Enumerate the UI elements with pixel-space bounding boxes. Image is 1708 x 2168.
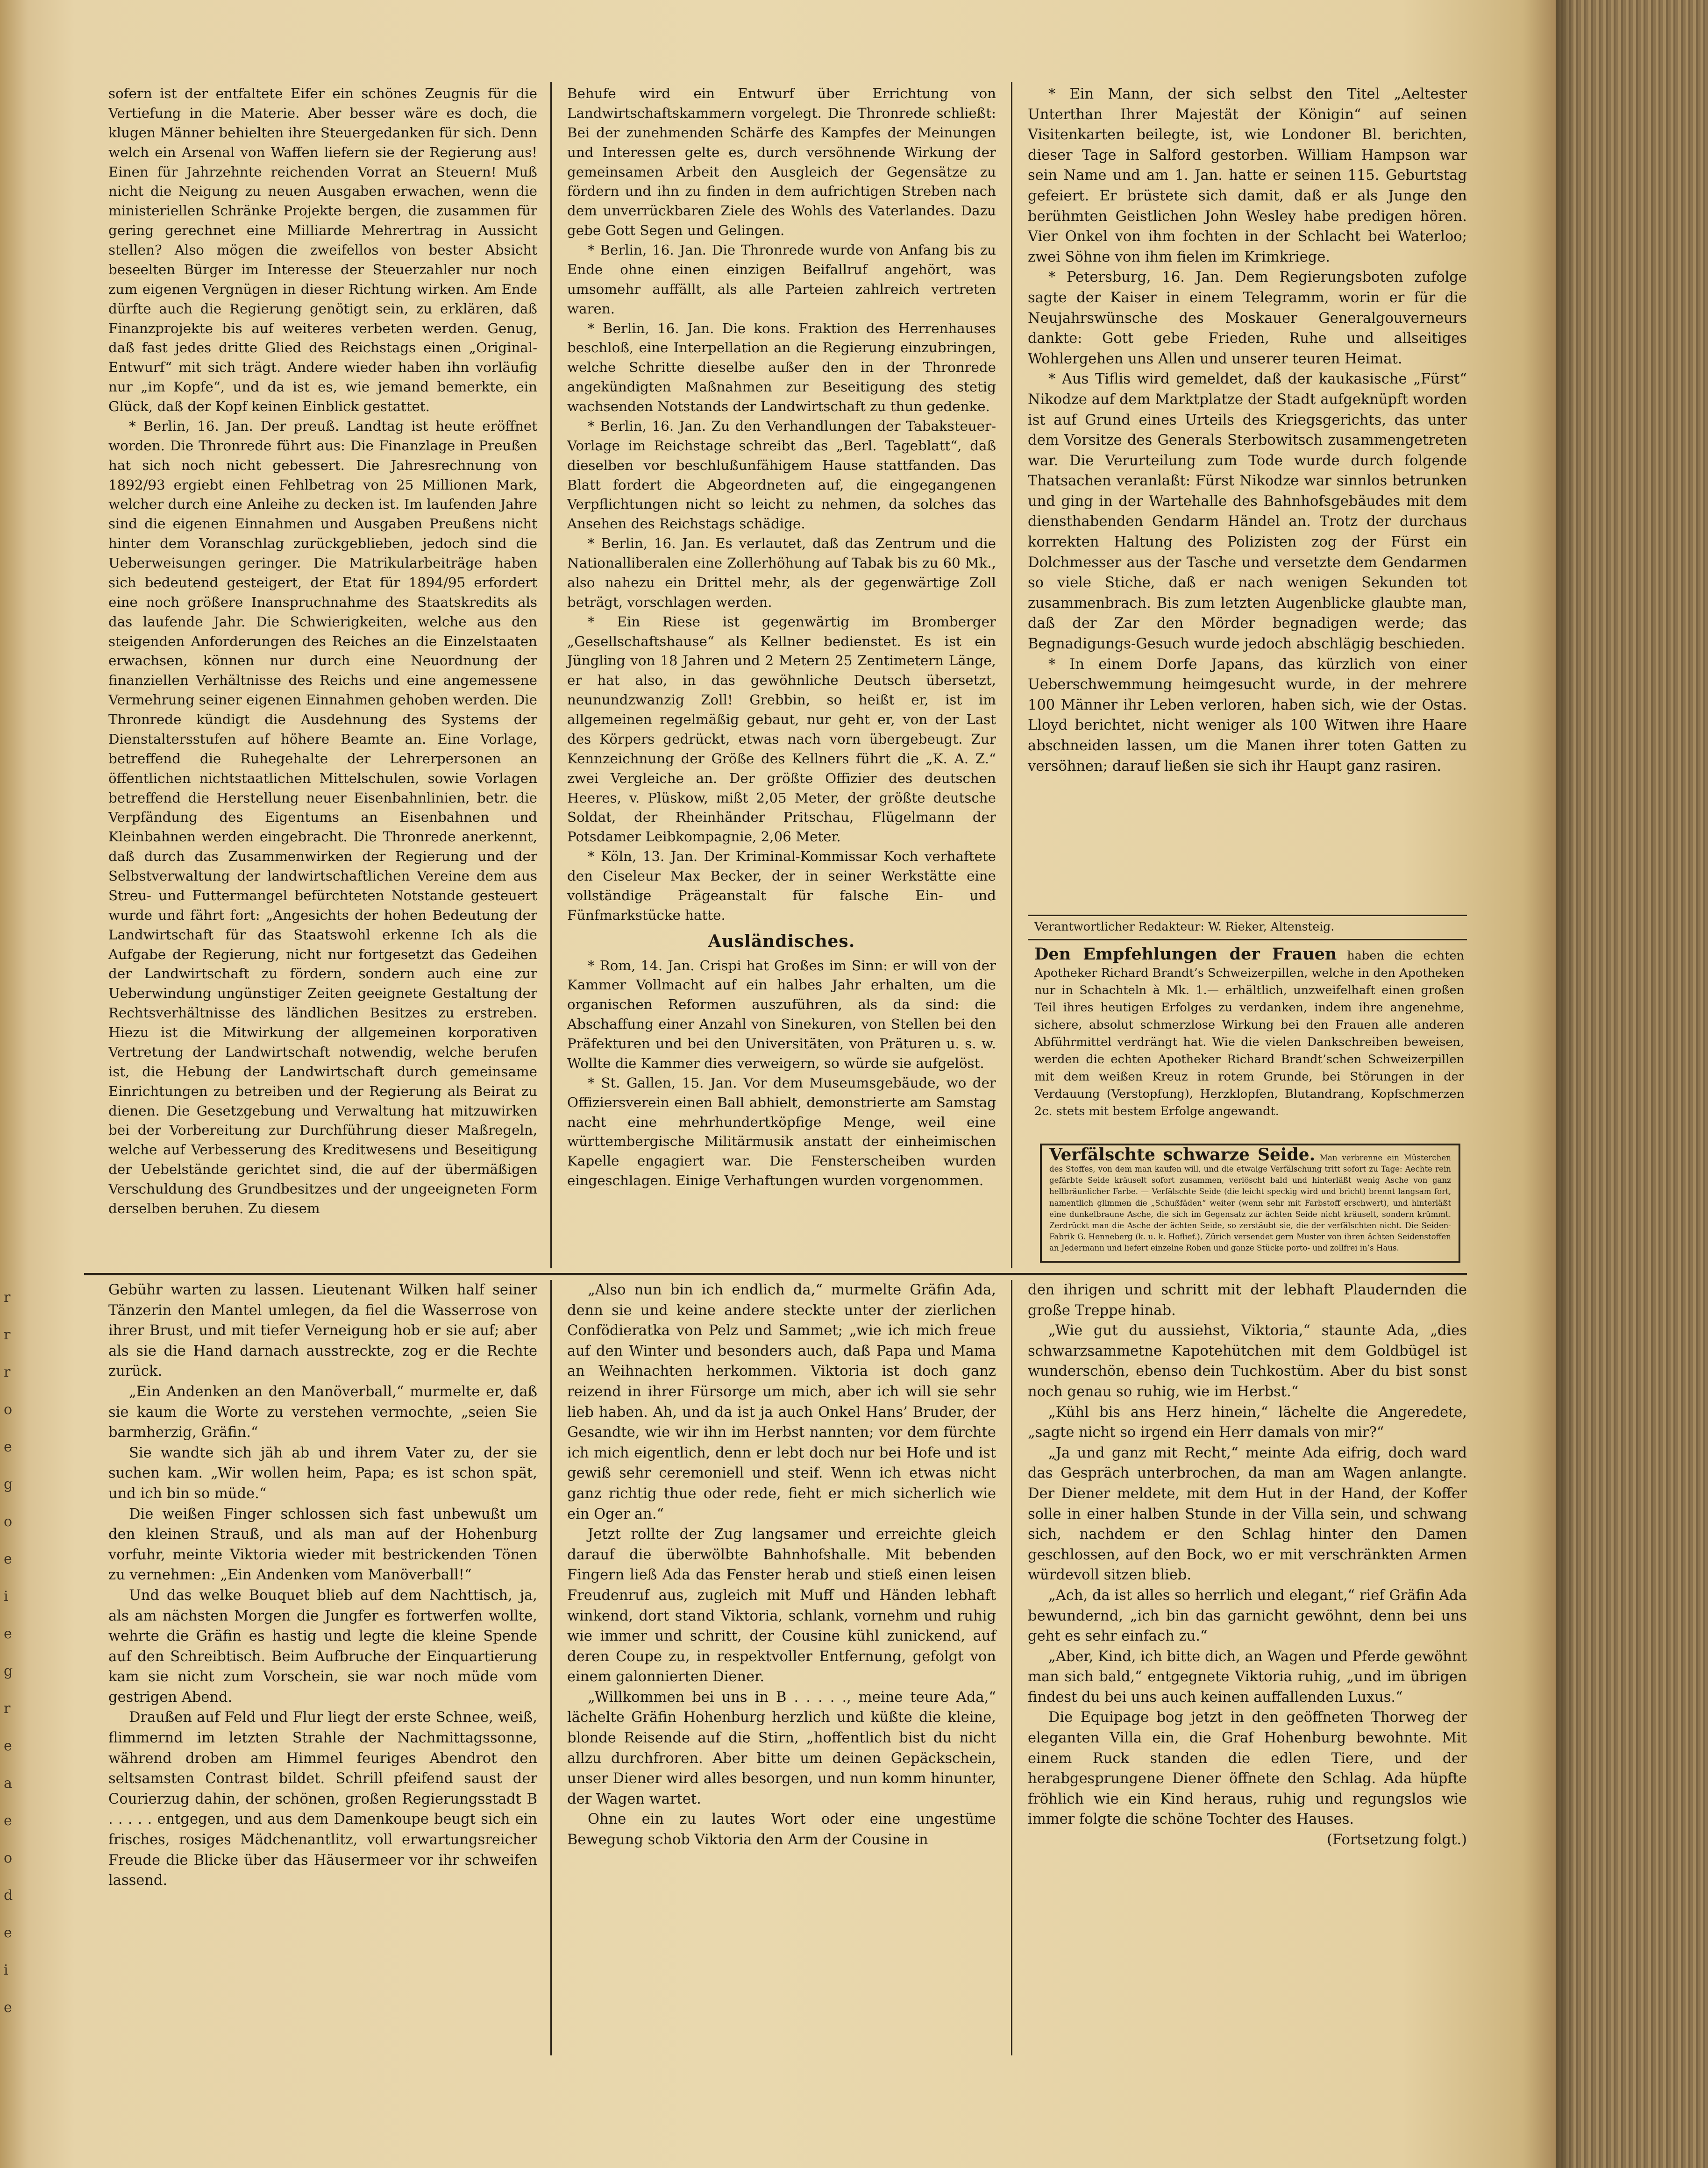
redakteur-rule	[1028, 915, 1467, 916]
paragraph: * Ein Mann, der sich selbst den Titel „Aeltester Unterthan Ihrer Majestät der Königin“ auf seinen Visitenkarten beilegte, ist, wie Londoner Bl. berichten, dieser Tage in Salford gestorben. William Hampson war sein Name und am 1. Jan. hatte er seinen 115. Geburtstag gefeiert. Er brüstete sich damit, daß er als Junge den berühmten Geistlichen John Wesley habe predigen hören. Vier Onkel von ihm fochten in der Schlacht bei Waterloo; zwei Söhne von ihm fielen im Krimkriege.	[1028, 86, 1467, 265]
paragraph: „Wie gut du aussiehst, Viktoria,“ staunte Ada, „dies schwarzsammetne Kapotehütchen mit dem Goldbügel ist wunderschön, ebenso dein Tuchkostüm. Aber du bist sonst noch genau so ruhig, wie im Herbst.“	[1028, 1322, 1467, 1400]
book-gutter-shadow	[1556, 0, 1574, 2168]
paragraph: Behufe wird ein Entwurf über Errichtung von Landwirtschaftskammern vorgelegt. Die Thronrede schließt: Bei der zunehmenden Schärfe des Kampfes der Meinungen und Interessen gelte es, durch versöhnende Wirkung der gemeinsamen Arbeit den Ausgleich der Gegensätze zu fördern und ihn zu finden in dem aufrichtigen Streben nach dem unverrückbaren Ziele des Wohls des Vaterlandes. Dazu gebe Gott Segen und Gelingen.	[567, 85, 996, 239]
margin-letter: r	[4, 1327, 11, 1343]
paragraph: Die weißen Finger schlossen sich fast unbewußt um den kleinen Strauß, und als man auf der Hohenburg vorfuhr, meinte Viktoria wieder mit bestrickenden Tönen zu vernehmen: „Ein Andenken vom Manöverball!“	[108, 1506, 537, 1584]
margin-letter: o	[4, 1850, 13, 1866]
margin-letter: o	[4, 1514, 13, 1530]
margin-letter: a	[4, 1775, 12, 1791]
margin-letter: r	[4, 1700, 11, 1717]
paragraph: * Köln, 13. Jan. Der Kriminal-Kommissar Koch verhaftete den Ciseleur Max Becker, der in seiner Werkstätte eine vollständige Prägeanstalt für falsche Ein- und Fünfmarkstücke hatte.	[567, 848, 996, 923]
column-rule	[1011, 82, 1012, 1268]
margin-letter: e	[4, 1626, 12, 1642]
paragraph: * St. Gallen, 15. Jan. Vor dem Museumsgebäude, wo der Offiziersverein einen Ball abhielt, demonstrierte am Samstag nacht eine mehrhundertköpfige Menge, weil eine württembergische Militärmusik anstatt der einheimischen Kapelle engagiert war. Die Fensterscheiben wurden eingeschlagen. Einige Verhaftungen wurden vorgenommen.	[567, 1074, 996, 1189]
feuilleton-rule	[84, 1273, 1467, 1275]
paragraph: sofern ist der entfaltete Eifer ein schönes Zeugnis für die Vertiefung in die Materie. Aber besser wäre es doch, die klugen Männer behielten ihre Steuergedanken für sich. Denn welch ein Arsenal von Waffen liefern sie der Regierung aus! Einen für Jahrzehnte reichenden Vorrat an Steuern! Muß nicht die Neigung zu neuen Ausgaben erwachen, wenn die ministeriellen Schränke Projekte bergen, die zusammen für gering gerechnet eine Milliarde Mehrertrag in Aussicht stellen? Also mögen die zweifellos von bester Absicht beseelten Bürger im Interesse der Steuerzahler nur noch zum eigenen Vergnügen in dieser Richtung wirken. Am Ende dürfte auch die Regierung genötigt sein, zu erklären, daß Finanzprojekte bis auf weiteres verbeten werden. Genug, daß fast jedes dritte Glied des Reichstags einen „Original-Entwurf“ mit sich trägt. Andere wieder haben ihn vorläufig nur „im Kopfe“, und da ist es, wie jemand bemerkte, ein Glück, daß der Kopf keinen Einblick gestattet.	[108, 85, 537, 414]
paragraph: Gebühr warten zu lassen. Lieutenant Wilken half seiner Tänzerin den Mantel umlegen, da fiel die Wasserrose von ihrer Brust, und mit tiefer Verneigung hob er sie auf; aber als sie die Hand darnach ausstreckte, zog er die Rechte zurück.	[108, 1282, 537, 1380]
margin-letter: i	[4, 1962, 8, 1978]
paragraph: „Willkommen bei uns in B . . . . ., meine teure Ada,“ lächelte Gräfin Hohenburg herzlich und küßte die kleine, blonde Reisende auf die Stirn, „hoffentlich bist du nicht allzu durchfroren. Aber bitte um deinen Gepäckschein, unser Diener wird alles besorgen, und nun komm hinunter, der Wagen wartet.	[567, 1689, 996, 1807]
margin-letter: e	[4, 1999, 12, 2016]
paragraph: * Berlin, 16. Jan. Die Thronrede wurde von Anfang bis zu Ende ohne einen einzigen Beifallruf angehört, was umsomehr auffällt, als alle Parteien zahlreich vertreten waren.	[567, 242, 996, 317]
paragraph: Die Equipage bog jetzt in den geöffneten Thorweg der eleganten Villa ein, die Graf Hohenburg bewohnte. Mit einem Ruck standen die edlen Tiere, und der herabgesprungene Diener öffnete den Schlag. Ada hüpfte fröhlich wie ein Kind heraus, ruhig und regungslos wie immer folgte die schöne Tochter des Hauses.	[1028, 1709, 1467, 1828]
ad-seide-body: Man verbrenne ein Müsterchen des Stoffes, von dem man kaufen will, und die etwaige Verfälschung tritt sofort zu Tage: Aechte rein gefärbte Seide kräuselt sofort zusammen, verlöscht bald und hinterläßt wenig Asche von ganz hellbräunlicher Farbe. — Verfälschte Seide (die leicht speckig wird und bricht) brennt langsam fort, namentlich glimmen die „Schußfäden“ weiter (wenn sehr mit Farbstoff erschwert), und hinterläßt eine dunkelbraune Asche, die sich im Gegensatz zur ächten Seide nicht kräuselt, sondern krümmt. Zerdrückt man die Asche der ächten Seide, so zerstäubt sie, die der verfälschten nicht. Die Seiden-Fabrik G. Henneberg (k. u. k. Hoflief.), Zürich versendet gern Muster von ihren ächten Seidenstoffen an Jedermann und liefert einzelne Roben und ganze Stücke porto- und zollfrei in’s Haus.	[1049, 1153, 1451, 1253]
top-column-1	[108, 84, 537, 1266]
feuilleton-column-2	[567, 1280, 996, 2055]
paragraph: „Ein Andenken an den Manöverball,“ murmelte er, daß sie kaum die Worte zu verstehen vermochte, „seien Sie barmherzig, Gräfin.“	[108, 1383, 537, 1441]
paragraph: * Berlin, 16. Jan. Der preuß. Landtag ist heute eröffnet worden. Die Thronrede führt aus: Die Finanzlage in Preußen hat sich noch nicht gebessert. Die Jahresrechnung von 1892/93 ergiebt einen Fehlbetrag von 25 Millionen Mark, welcher durch eine Anleihe zu decken ist. Im laufenden Jahre sind die eigenen Einnahmen und Ausgaben Preußens nicht hinter dem Voranschlag zurückgeblieben, jedoch sind die Ueberweisungen geringer. Die Matrikularbeiträge haben sich bedeutend gesteigert, der Etat für 1894/95 erfordert eine noch größere Inanspruchnahme des Staatskredits als das laufende Jahr. Die Schwierigkeiten, welche aus den steigenden Anforderungen des Reiches an die Einzelstaaten erwachsen, können nur durch eine Neuordnung der finanziellen Verhältnisse des Reichs und eine angemessene Vermehrung seiner eigenen Einnahmen gehoben werden. Die Thronrede kündigt die Ausdehnung des Systems der Dienstaltersstufen auf höhere Beamte an. Eine Vorlage, betreffend die Ruhegehalte der Lehrerpersonen an öffentlichen nichtstaatlichen Mittelschulen, sowie Vorlagen betreffend die Herstellung neuer Eisenbahnlinien, betr. die Verpfändung des Eigentums an Eisenbahnen und Kleinbahnen werden eingebracht. Die Thronrede anerkennt, daß durch das Zusammenwirken der Regierung und der Selbstverwaltung der landwirtschaftlichen Vereine dem aus Streu- und Futtermangel befürchteten Notstande gesteuert wurde und fährt fort: „Angesichts der hohen Bedeutung der Landwirtschaft für das Staatswohl erkenne Ich als die Aufgabe der Regierung, nicht nur fortgesetzt das Gedeihen der Landwirtschaft zu fördern, sondern auch eine zur Ueberwindung ungünstiger Zeiten geeignete Gestaltung der Rechtsverhältnisse des ländlichen Besitzes zu erstreben. Hiezu ist die Mitwirkung der allgemeinen korporativen Vertretung der Landwirtschaft notwendig, welche berufen ist, die Hebung der Landwirtschaft durch gemeinsame Einrichtungen zu betreiben und der Regierung als Beirat zu dienen. Die Gesetzgebung und Verwaltung hat mitzuwirken bei der Vorbereitung zur Durchführung dieser Maßregeln, welche auf Verbesserung des Kreditwesens und Beseitigung der Uebelstände gerichtet sind, die auf der übermäßigen Verschuldung des Grundbesitzes und der ungeeigneten Form derselben beruhen. Zu diesem	[108, 418, 537, 1216]
margin-letter: i	[4, 1588, 8, 1605]
paragraph: „Ja und ganz mit Recht,“ meinte Ada eifrig, doch ward das Gespräch unterbrochen, da man am Wagen anlangte. Der Diener meldete, mit dem Hut in der Hand, der Koffer solle in einer halben Stunde in der Villa sein, und schwang sich, nachdem er den Schlag hinter den Damen geschlossen, auf den Bock, wo er mit verschränkten Armen würdevoll sitzen blieb.	[1028, 1444, 1467, 1584]
margin-letter: r	[4, 1364, 11, 1380]
paragraph: Und das welke Bouquet blieb auf dem Nachttisch, ja, als am nächsten Morgen die Jungfer es fortwerfen wollte, wehrte die Gräfin es hastig und legte die kleine Spende auf den Schreibtisch. Beim Aufbruche der Einquartierung kam sie nicht zum Vorschein, sie war noch müde vom gestrigen Abend.	[108, 1587, 537, 1706]
redakteur-text: Verantwortlicher Redakteur: W. Rieker, Altensteig.	[1034, 920, 1335, 933]
redakteur-rule	[1028, 939, 1467, 940]
paragraph: * Rom, 14. Jan. Crispi hat Großes im Sinn: er will von der Kammer Vollmacht auf ein halbes Jahr erhalten, um die organischen Reformen auszuführen, als da sind: die Abschaffung einer Anzahl von Sinekuren, von Stellen bei den Präfekturen und bei den Universitäten, von Präturen u. s. w. Wollte die Kammer dies verweigern, so würde sie aufgelöst.	[567, 957, 996, 1071]
ad-seide-title: Verfälschte schwarze Seide.	[1049, 1145, 1316, 1165]
margin-letter: g	[4, 1663, 13, 1679]
ad-seide-box	[1040, 1144, 1460, 1263]
paragraph: * Ein Riese ist gegenwärtig im Bromberger „Gesellschaftshause“ als Kellner bedienstet. Es ist ein Jüngling von 18 Jahren und 2 Metern 25 Zentimetern Länge, er hat also, in das gewöhnliche Deutsch übersetzt, neunundzwanzig Zoll! Grebbin, so heißt er, ist im allgemeinen regelmäßig gebaut, nur geht er, von der Last des Körpers gedrückt, etwas nach vorn übergebeugt. Zur Kennzeichnung der Größe des Kellners führt die „K. A. Z.“ zwei Vergleiche an. Der größte Offizier des deutschen Heeres, v. Plüskow, mißt 2,05 Meter, der größte deutsche Soldat, der Rheinhänder Pritschau, Flügelmann der Potsdamer Leibkompagnie, 2,06 Meter.	[567, 613, 996, 845]
column-rule	[550, 1280, 552, 2055]
margin-letter: e	[4, 1925, 12, 1941]
column-rule	[1011, 1280, 1012, 2055]
paragraph: Ohne ein zu lautes Wort oder eine ungestüme Bewegung schob Viktoria den Arm der Cousine in	[567, 1811, 996, 1848]
margin-letter: r	[4, 1289, 11, 1306]
fortsetzung-folgt: (Fortsetzung folgt.)	[1327, 1832, 1467, 1848]
facing-page-margin	[0, 1289, 19, 2037]
feuilleton-column-3	[1028, 1280, 1467, 2055]
paragraph: Sie wandte sich jäh ab und ihrem Vater zu, der sie suchen kam. „Wir wollen heim, Papa; es ist schon spät, und ich bin so müde.“	[108, 1444, 537, 1502]
paragraph: * Aus Tiflis wird gemeldet, daß der kaukasische „Fürst“ Nikodze auf dem Marktplatze der Stadt aufgeknüpft worden ist auf Grund eines Urteils des Kriegsgerichts, das unter dem Vorsitze des Generals Sterbowitsch zusammengetreten war. Die Verurteilung zum Tode wurde durch folgende Thatsachen veranlaßt: Fürst Nikodze war sinnlos betrunken und ging in der Wartehalle des Bahnhofsgebäudes mit dem diensthabenden Gendarm Händel an. Trotz der durchaus korrekten Haltung des Polizisten zog der Fürst ein Dolchmesser aus der Tasche und versetzte dem Gendarmen so viele Stiche, daß er nach wenigen Sekunden tot zusammenbrach. Bis zum letzten Augenblicke glaubte man, daß der Zar den Mörder begnadigen werde; das Begnadigungs-Gesuch wurde jedoch abschlägig beschieden.	[1028, 371, 1467, 653]
margin-letter: e	[4, 1439, 12, 1455]
margin-letter: g	[4, 1476, 13, 1493]
paragraph: den ihrigen und schritt mit der lebhaft Plaudernden die große Treppe hinab.	[1028, 1282, 1467, 1319]
margin-letter: d	[4, 1887, 13, 1904]
column-rule	[550, 82, 552, 1268]
top-column-3	[1028, 84, 1467, 906]
ad-schweizerpillen-title: Den Empfehlungen der Frauen	[1034, 945, 1337, 964]
margin-letter: e	[4, 1813, 12, 1829]
paragraph: „Kühl bis ans Herz hinein,“ lächelte die Angeredete, „sagte nicht so irgend ein Herr damals von mir?“	[1028, 1404, 1467, 1441]
book-page-edges	[1556, 0, 1708, 2168]
paragraph: * In einem Dorfe Japans, das kürzlich von einer Ueberschwemmung heimgesucht wurde, in der mehrere 100 Männer ihr Leben verloren, haben sich, wie der Ostas. Lloyd berichtet, nicht weniger als 100 Witwen ihre Haare abschneiden lassen, um die Manen ihrer toten Gatten zu versöhnen; darauf ließen sie sich ihr Haupt ganz rasiren.	[1028, 656, 1467, 775]
paragraph: Jetzt rollte der Zug langsamer und erreichte gleich darauf die überwölbte Bahnhofshalle. Mit bebenden Fingern ließ Ada das Fenster herab und stieß einen leisen Freudenruf aus, zugleich mit Muff und Händen lebhaft winkend, dort stand Viktoria, schlank, vornehm und ruhig wie immer und schritt, der Cousine kühl zunickend, auf deren Coupe zu, in respektvoller Entfernung, gefolgt von einem galonnierten Diener.	[567, 1526, 996, 1685]
margin-letter: e	[4, 1551, 12, 1567]
ad-schweizerpillen-body: haben die echten Apotheker Richard Brandt’s Schweizerpillen, welche in den Apotheken nur in Schachteln à Mk. 1.— erhältlich, unzweifelhaft einen großen Teil ihres heutigen Erfolges zu verdanken, indem ihre angenehme, sichere, absolut schmerzlose Wirkung bei den Frauen alle anderen Abführmittel verdrängt hat. Wie die vielen Dankschreiben beweisen, werden die echten Apotheker Richard Brandt’schen Schweizerpillen mit dem weißen Kreuz in rotem Grunde, bei Störungen in der Verdauung (Verstopfung), Herzklopfen, Blutandrang, Kopfschmerzen 2c. stets mit bestem Erfolge angewandt.	[1034, 949, 1464, 1118]
feuilleton-column-1	[108, 1280, 537, 2055]
paragraph: * Berlin, 16. Jan. Zu den Verhandlungen der Tabaksteuer-Vorlage im Reichstage schreibt das „Berl. Tageblatt“, daß dieselben vor beschlußunfähigem Hause stattfanden. Das Blatt fordert die Abgeordneten auf, die eingegangenen Verpflichtungen nicht so leicht zu nehmen, da solches das Ansehen des Reichstags schädige.	[567, 418, 996, 532]
paragraph: „Also nun bin ich endlich da,“ murmelte Gräfin Ada, denn sie und keine andere steckte unter der zierlichen Confödieratka von Pelz und Sammet; „wie ich mich freue auf den Winter und besonders auch, daß Papa und Mama an Weihnachten herkommen. Viktoria ist doch ganz reizend in ihrer Fürsorge um mich, aber ich will sie sehr lieb haben. Ah, und da ist ja auch Onkel Hans’ Bruder, der Gesandte, wie wir ihn im Herbst nannten; vor dem fürchte ich mich eigentlich, denn er lebt doch nur bei Hofe und ist gewiß sehr ceremoniell und steif. Wenn ich etwas nicht ganz richtig thue oder rede, fieht er mich sicherlich wie ein Oger an.“	[567, 1282, 996, 1522]
top-column-2	[567, 84, 996, 1266]
paragraph: Draußen auf Feld und Flur liegt der erste Schnee, weiß, flimmernd im letzten Strahle der Nachmittagssonne, während droben am Himmel feuriges Abendrot den seltsamsten Contrast bildet. Schrill pfeifend saust der Courierzug dahin, der schönen, großen Regierungsstadt B . . . . . entgegen, und aus dem Damenkoupe beugt sich ein frisches, rosiges Mädchenantlitz, voll erwartungsreicher Freude die Blicke über das Häusermeer vor ihr schweifen lassend.	[108, 1709, 537, 1889]
section-heading-auslaendisches: Ausländisches.	[708, 931, 855, 951]
ad-schweizerpillen	[1034, 945, 1464, 1142]
paragraph: * Petersburg, 16. Jan. Dem Regierungsboten zufolge sagte der Kaiser in einem Telegramm, worin er für die Neujahrswünsche des Moskauer Generalgouverneurs dankte: Gott gebe Frieden, Ruhe und allseitiges Wohlergehen uns Allen und unserer teuren Heimat.	[1028, 269, 1467, 367]
margin-letter: o	[4, 1401, 13, 1418]
margin-letter: e	[4, 1738, 12, 1754]
paragraph: * Berlin, 16. Jan. Die kons. Fraktion des Herrenhauses beschloß, eine Interpellation an die Regierung einzubringen, welche Schritte dieselbe außer den in der Thronrede angekündigten Maßnahmen zur Beseitigung des stetig wachsenden Notstands der Landwirtschaft zu thun gedenke.	[567, 320, 996, 414]
paragraph: „Aber, Kind, ich bitte dich, an Wagen und Pferde gewöhnt man sich bald,“ entgegnete Viktoria ruhig, „und im übrigen findest du bei uns auch keinen auffallenden Luxus.“	[1028, 1648, 1467, 1706]
paragraph: „Ach, da ist alles so herrlich und elegant,“ rief Gräfin Ada bewundernd, „ich bin das garnicht gewöhnt, denn bei uns geht es sehr einfach zu.“	[1028, 1587, 1467, 1645]
paragraph: * Berlin, 16. Jan. Es verlautet, daß das Zentrum und die Nationalliberalen eine Zollerhöhung auf Tabak bis zu 60 Mk., also nahezu ein Drittel mehr, als der gegenwärtige Zoll beträgt, vorschlagen werden.	[567, 535, 996, 610]
redakteur-line	[1034, 919, 1464, 934]
